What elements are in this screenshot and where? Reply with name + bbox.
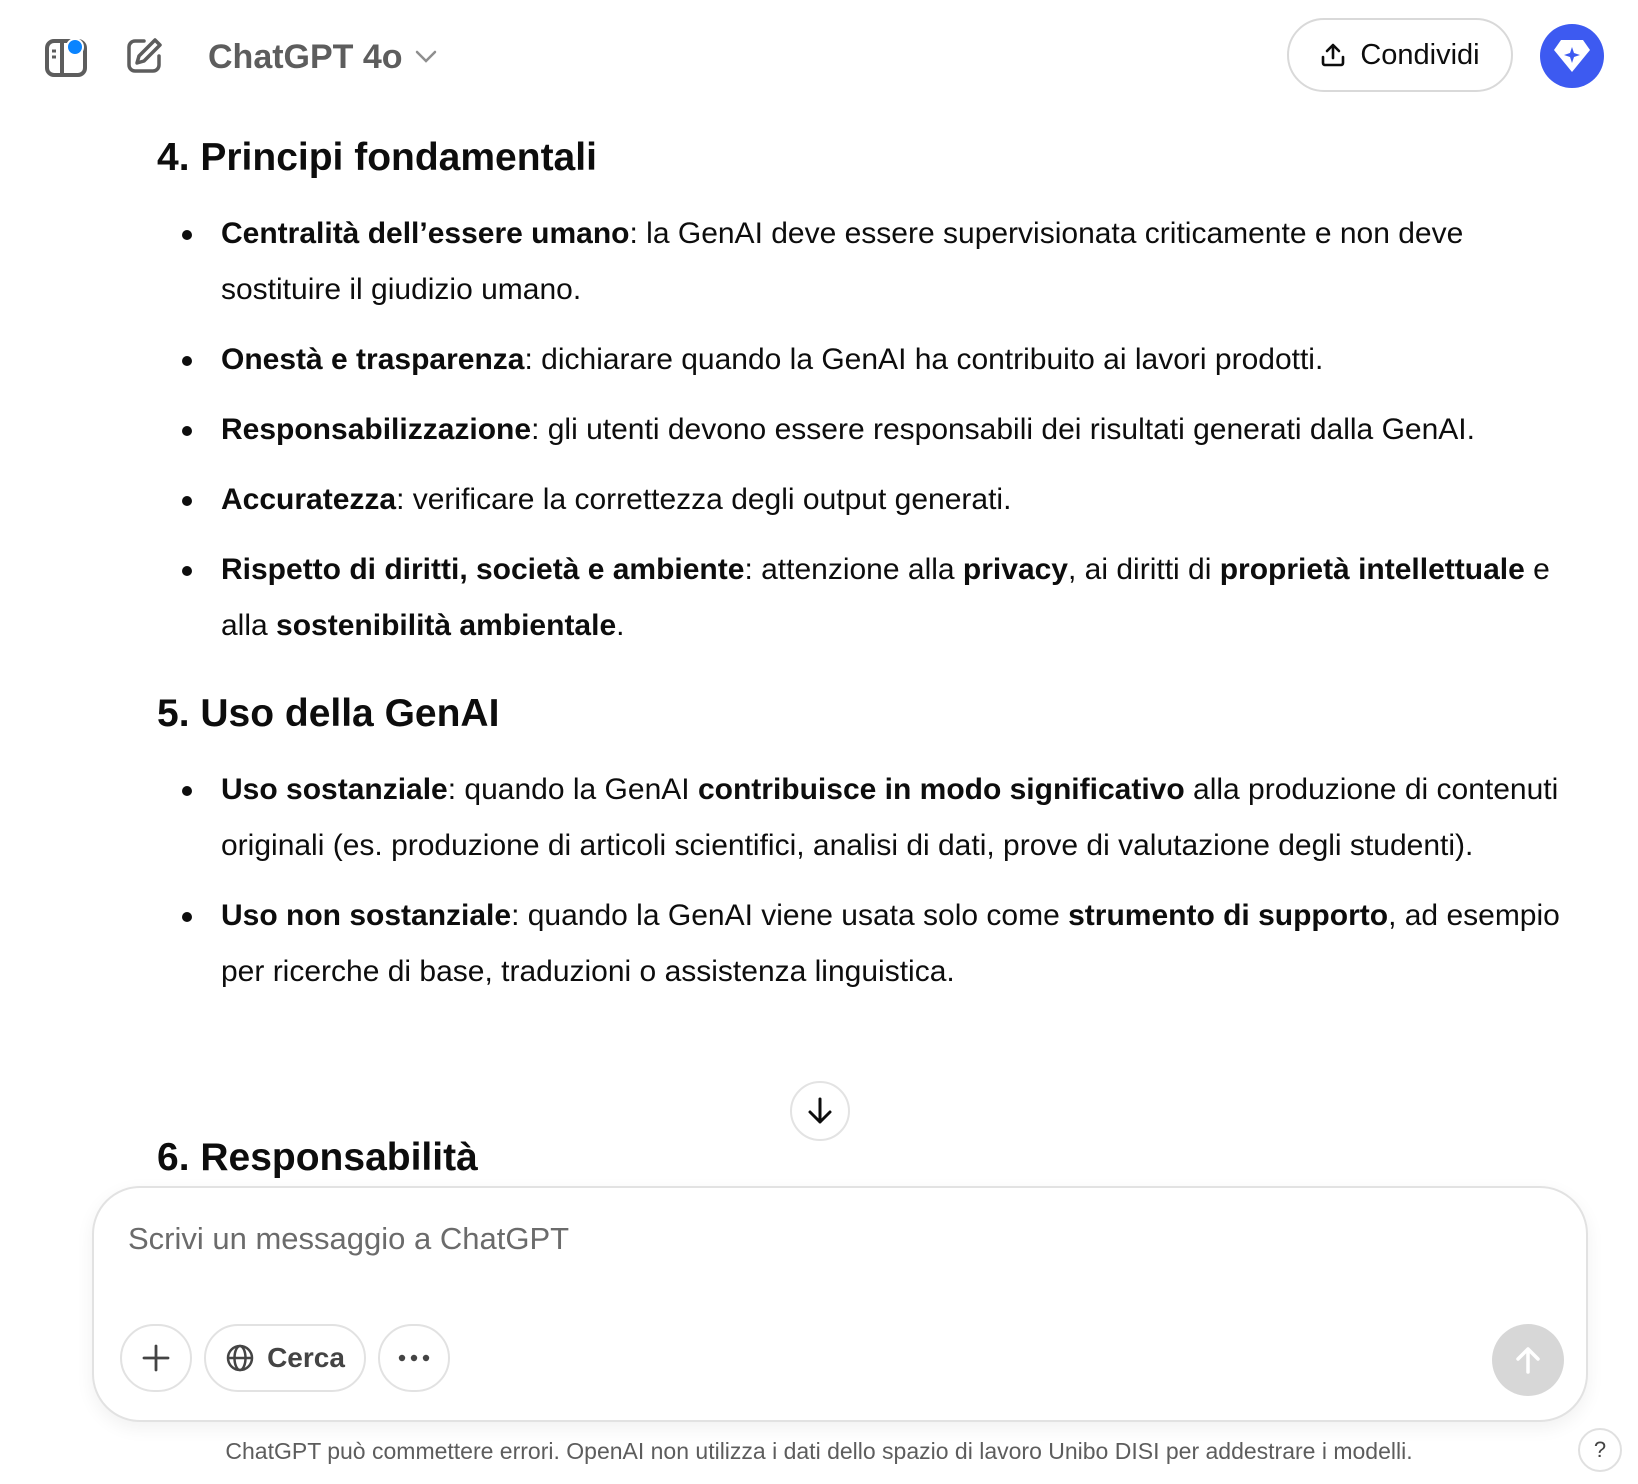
- share-button[interactable]: [1287, 18, 1513, 92]
- disclaimer-text: ChatGPT può commettere errori. OpenAI non utilizza i dati dello spazio di lavoro Unibo DISI per addestrare i modelli.: [225, 1438, 1413, 1464]
- new-chat-button[interactable]: [118, 30, 170, 82]
- section-heading: 5. Uso della GenAI: [157, 692, 500, 735]
- usage-list: [157, 762, 1587, 1000]
- plus-icon: [141, 1343, 171, 1373]
- model-selector[interactable]: [208, 32, 437, 82]
- list-item: Rispetto di diritti, società e ambiente: attenzione alla privacy, ai diritti di proprietà intellettuale e alla sostenibilità ambientale.: [157, 542, 1587, 654]
- top-bar: [0, 0, 1638, 110]
- scroll-to-bottom-button[interactable]: [790, 1081, 850, 1141]
- section-usage: [157, 684, 1587, 1000]
- globe-icon: [225, 1343, 255, 1373]
- assistant-message: [157, 128, 1587, 1000]
- search-label: Cerca: [267, 1342, 345, 1373]
- list-item: Responsabilizzazione: gli utenti devono essere responsabili dei risultati generati dalla GenAI.: [157, 402, 1587, 458]
- share-label: Condividi: [1360, 38, 1480, 71]
- notification-dot: [66, 38, 84, 56]
- section-heading: 6. Responsabilità: [157, 1136, 478, 1179]
- send-button[interactable]: [1492, 1324, 1564, 1396]
- upgrade-button[interactable]: [1540, 24, 1604, 88]
- arrow-down-icon: [806, 1096, 834, 1126]
- diamond-icon: [1552, 38, 1592, 74]
- sidebar-toggle-button[interactable]: [38, 32, 94, 84]
- list-item: Accuratezza: verificare la correttezza degli output generati.: [157, 472, 1587, 528]
- message-composer: [92, 1186, 1588, 1422]
- list-item: Centralità dell’essere umano: la GenAI deve essere supervisionata criticamente e non deve sostituire il giudizio umano.: [157, 206, 1587, 318]
- help-button[interactable]: ?: [1578, 1428, 1622, 1472]
- arrow-up-icon: [1513, 1344, 1543, 1376]
- principles-list: [157, 206, 1587, 654]
- share-icon: [1320, 42, 1346, 68]
- ellipsis-icon: [398, 1354, 430, 1362]
- message-input[interactable]: [126, 1220, 1550, 1258]
- list-item: Uso sostanziale: quando la GenAI contribuisce in modo significativo alla produzione di contenuti originali (es. produzione di articoli scientifici, analisi di dati, prove di valutazione degli studenti).: [157, 762, 1587, 874]
- section-heading: 4. Principi fondamentali: [157, 136, 597, 179]
- search-button[interactable]: [204, 1324, 366, 1392]
- model-name: ChatGPT 4o: [208, 37, 403, 76]
- chevron-down-icon: [415, 50, 437, 64]
- section-principles: [157, 128, 1587, 654]
- more-options-button[interactable]: [378, 1324, 450, 1392]
- list-item: Uso non sostanziale: quando la GenAI viene usata solo come strumento di supporto, ad esempio per ricerche di base, traduzioni o assistenza linguistica.: [157, 888, 1587, 1000]
- edit-icon: [124, 36, 164, 76]
- attach-button[interactable]: [120, 1324, 192, 1392]
- list-item: Onestà e trasparenza: dichiarare quando la GenAI ha contribuito ai lavori prodotti.: [157, 332, 1587, 388]
